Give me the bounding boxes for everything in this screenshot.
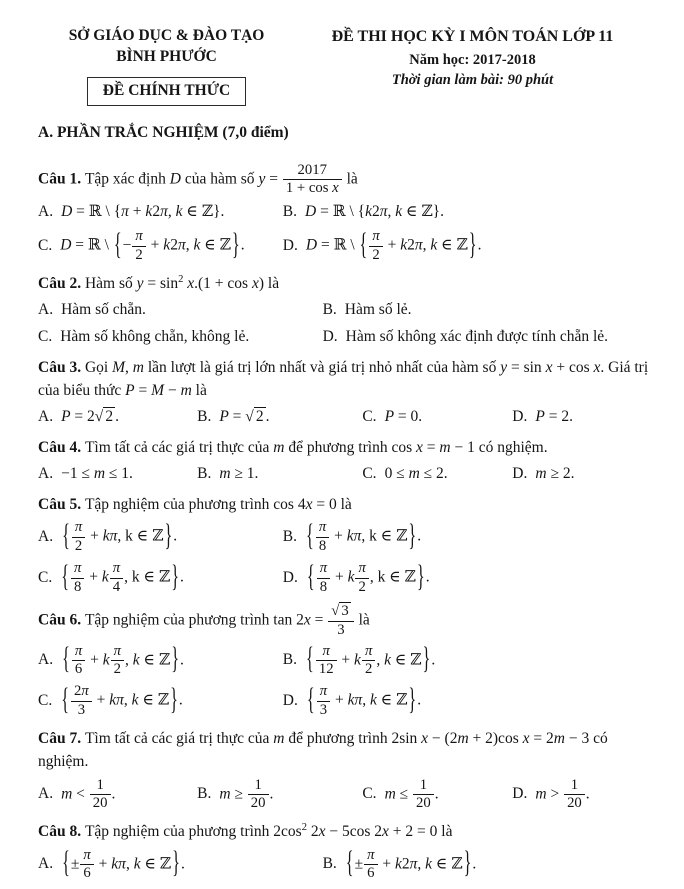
section-title: A. PHẦN TRẮC NGHIỆM (7,0 điểm): [38, 123, 289, 141]
fraction: $\frac{\pi}{6}$: [71, 643, 86, 679]
brace: }: [468, 227, 477, 262]
brace: {: [359, 227, 368, 262]
fraction: $\frac{1}{20}$: [247, 777, 270, 813]
brace: {: [306, 518, 314, 553]
option-label: B.: [282, 527, 298, 545]
question-stem: Câu 6. Tập nghiệm của phương trình tan 2x = $\frac{√ 3}{3}$ là: [38, 603, 370, 638]
sqrt-expression: √ 2: [245, 408, 264, 426]
fraction: $\frac{\pi}{2}$: [131, 228, 146, 264]
brace: {: [61, 681, 70, 717]
brace: {: [306, 558, 315, 593]
option: A. D = ℝ \ {π + k2π, k ∈ ℤ}.: [38, 202, 225, 220]
sqrt-expression: √ 2: [94, 408, 114, 426]
option: B. { $\frac{\pi}{12}$ + k $\frac{\pi}{2}$ , k ∈ ℤ}.: [283, 640, 650, 681]
question-stem: Câu 5. Tập nghiệm của phương trình cos 4x = 0 là: [38, 495, 352, 513]
brace: {: [345, 845, 354, 880]
question: [38, 493, 650, 599]
question-number: Câu 1.: [38, 170, 85, 188]
question-number: Câu 6.: [38, 611, 85, 629]
option: B. P = √ 2 .: [197, 408, 270, 426]
option-label: D.: [512, 784, 528, 802]
brace: }: [164, 518, 173, 553]
option: C. Hàm số không chẵn, không lẻ.: [38, 328, 250, 346]
option-label: B.: [282, 202, 298, 220]
option: A. Hàm số chẵn.: [38, 300, 146, 318]
option: D. P = 2.: [512, 408, 573, 426]
question: [38, 727, 650, 815]
question-number: Câu 3.: [38, 359, 85, 377]
option: B. m ≥ 1.: [197, 464, 259, 482]
option: D. m > $\frac{1}{20}$ .: [512, 776, 590, 811]
question-number: Câu 8.: [38, 822, 85, 840]
brace: }: [408, 518, 417, 553]
option: C. m ≤ $\frac{1}{20}$ .: [362, 776, 439, 811]
options: [38, 198, 650, 266]
option-label: D.: [322, 328, 338, 346]
question: [38, 603, 650, 721]
fraction: $\frac{1}{20}$: [563, 777, 586, 813]
options: [38, 296, 650, 351]
fraction: $\frac{\pi}{8}$: [70, 560, 85, 596]
option-label: D.: [512, 464, 528, 482]
option-label: A.: [38, 651, 54, 669]
fraction: $\frac{2\pi}{3}$: [70, 683, 93, 719]
brace: {: [62, 641, 70, 676]
option: B. D = ℝ \ {k2π, k ∈ ℤ}.: [282, 202, 444, 220]
option-label: C.: [38, 236, 53, 254]
options: [38, 640, 650, 721]
option: B. { $\frac{\pi}{8}$ + kπ, k ∈ ℤ}.: [283, 517, 650, 558]
option-label: A.: [38, 408, 54, 426]
option: B. Hàm số lẻ.: [322, 300, 412, 318]
brace: }: [416, 558, 425, 593]
option: A. P = 2√ 2 .: [38, 408, 119, 426]
options: [38, 460, 650, 487]
questions: [38, 162, 650, 885]
option-label: B.: [282, 651, 298, 669]
option-label: C.: [362, 408, 377, 426]
option: D. { $\frac{\pi}{8}$ + k $\frac{\pi}{2}$ , k ∈ ℤ}.: [283, 558, 650, 599]
brace: {: [306, 641, 314, 676]
option-label: C.: [38, 691, 53, 709]
option-label: C.: [38, 328, 53, 346]
fraction: $\frac{\pi}{2}$: [71, 519, 86, 555]
options: [38, 844, 650, 885]
fraction: $\frac{\pi}{3}$: [316, 683, 331, 719]
question-number: Câu 4.: [38, 438, 85, 456]
options: [38, 774, 650, 815]
option: C. { $\frac{2\pi}{3}$ + kπ, k ∈ ℤ}.: [38, 681, 283, 722]
fraction: $\frac{\pi}{8}$: [316, 560, 331, 596]
brace: }: [170, 681, 178, 717]
brace: {: [61, 558, 70, 593]
fraction: $\frac{1}{20}$: [412, 777, 435, 813]
brace: }: [172, 845, 180, 880]
exam-header: [38, 26, 650, 106]
fraction: $\frac{\pi}{4}$: [109, 560, 124, 596]
fraction: $\frac{\pi}{6}$: [79, 847, 94, 883]
option: A. m < $\frac{1}{20}$ .: [38, 776, 116, 811]
school-year: Năm học: 2017-2018: [409, 51, 536, 68]
fraction: $\frac{√ 3}{3}$: [327, 603, 354, 639]
option: B. {± $\frac{\pi}{6}$ + k2π, k ∈ ℤ}.: [323, 844, 650, 885]
option-label: A.: [38, 464, 54, 482]
option-label: B.: [322, 855, 337, 873]
option: D. m ≥ 2.: [512, 464, 575, 482]
option: C. 0 ≤ m ≤ 2.: [362, 464, 448, 482]
fraction: $\frac{\pi}{6}$: [363, 847, 378, 883]
question: [38, 162, 650, 267]
option: C. { $\frac{\pi}{8}$ + k $\frac{\pi}{4}$ , k ∈ ℤ}.: [38, 558, 283, 599]
question-stem: Câu 8. Tập nghiệm của phương trình $2\cos^2$ 2x − 5cos 2x + 2 = 0 là: [38, 821, 453, 840]
fraction: $\frac{1}{20}$: [89, 777, 112, 813]
option-label: D.: [282, 568, 298, 586]
brace: }: [171, 641, 180, 676]
fraction: $\frac{\pi}{8}$: [315, 519, 330, 555]
authority-line1: SỞ GIÁO DỤC & ĐÀO TẠO: [68, 27, 265, 44]
option: C. D = ℝ \ {− $\frac{\pi}{2}$ + k2π, k ∈ ℤ}.: [38, 226, 283, 267]
fraction: $\frac{\pi}{12}$: [315, 643, 338, 679]
option-label: A.: [38, 784, 54, 802]
question-stem: Câu 3. Gọi M, m lần lượt là giá trị lớn nhất và giá trị nhỏ nhất của hàm số y = sin x + cos x. Giá trị của biểu thức P = M − m là: [38, 359, 649, 400]
option-label: A.: [38, 527, 54, 545]
question-stem: Câu 4. Tìm tất cả các giá trị thực của m để phương trình cos x = m − 1 có nghiệm.: [38, 438, 548, 456]
option: D. Hàm số không xác định được tính chẵn lẻ.: [322, 328, 609, 346]
brace: {: [113, 227, 122, 262]
option-label: C.: [38, 568, 53, 586]
option-label: D.: [512, 408, 528, 426]
brace: }: [171, 558, 180, 593]
option-label: B.: [197, 784, 212, 802]
fraction: $\frac{\pi}{2}$: [361, 643, 376, 679]
issuing-authority: [38, 26, 295, 106]
question-stem: Câu 7. Tìm tất cả các giá trị thực của m để phương trình 2sin x − (2m + 2)cos x = 2m − 3 có nghiệm.: [38, 729, 608, 770]
question: [38, 356, 650, 431]
brace: {: [62, 518, 70, 553]
fraction: $\frac{\pi}{2}$: [368, 228, 383, 264]
options: [38, 404, 650, 431]
brace: }: [231, 227, 240, 262]
option: A. {± $\frac{\pi}{6}$ + kπ, k ∈ ℤ}.: [38, 844, 323, 885]
fraction: $\frac{\pi}{2}$: [354, 560, 369, 596]
option-label: A.: [38, 300, 54, 318]
authority-line2: BÌNH PHƯỚC: [116, 47, 217, 65]
option-label: B.: [322, 300, 337, 318]
option-label: C.: [362, 464, 377, 482]
question-number: Câu 5.: [38, 495, 85, 513]
exam-title: ĐỀ THI HỌC KỲ I MÔN TOÁN LỚP 11: [331, 28, 614, 45]
exam-duration: Thời gian làm bài: 90 phút: [391, 72, 554, 89]
question: [38, 820, 650, 885]
exam-info: [295, 26, 650, 91]
option-label: D.: [282, 236, 298, 254]
option: D. D = ℝ \ { $\frac{\pi}{2}$ + k2π, k ∈ ℤ}.: [283, 226, 650, 267]
fraction: $\frac{2017}{\text{1 + cos x}}$: [282, 162, 343, 198]
brace: {: [62, 845, 70, 880]
question-number: Câu 7.: [38, 729, 85, 747]
question: [38, 436, 650, 488]
option: A. { $\frac{\pi}{2}$ + kπ, k ∈ ℤ}.: [38, 517, 283, 558]
sqrt-expression: √ 3: [331, 603, 349, 620]
brace: }: [408, 681, 417, 717]
brace: {: [306, 681, 315, 717]
question-stem: Câu 2. Hàm số $y = \sin^2 x.(1 + \cos x)$ là: [38, 273, 280, 292]
option: D. { $\frac{\pi}{3}$ + kπ, k ∈ ℤ}.: [283, 681, 650, 722]
option-label: D.: [282, 691, 298, 709]
brace: }: [422, 641, 431, 676]
option: C. P = 0.: [362, 408, 423, 426]
options: [38, 517, 650, 598]
official-exam-stamp: ĐỀ CHÍNH THỨC: [87, 77, 246, 106]
fraction: $\frac{\pi}{2}$: [110, 643, 125, 679]
option-label: B.: [197, 408, 212, 426]
question: [38, 272, 650, 351]
question-stem: Câu 1. Tập xác định D của hàm số y = $\frac{2017}{\text{1 + cos x}}$ là: [38, 161, 358, 197]
option: A. −1 ≤ m ≤ 1.: [38, 464, 133, 482]
option-label: A.: [38, 202, 54, 220]
question-number: Câu 2.: [38, 274, 85, 292]
brace: }: [463, 845, 472, 880]
option-label: B.: [197, 464, 212, 482]
option-label: A.: [38, 855, 54, 873]
option: B. m ≥ $\frac{1}{20}$ .: [197, 776, 274, 811]
option: A. { $\frac{\pi}{6}$ + k $\frac{\pi}{2}$ , k ∈ ℤ}.: [38, 640, 283, 681]
option-label: C.: [362, 784, 377, 802]
